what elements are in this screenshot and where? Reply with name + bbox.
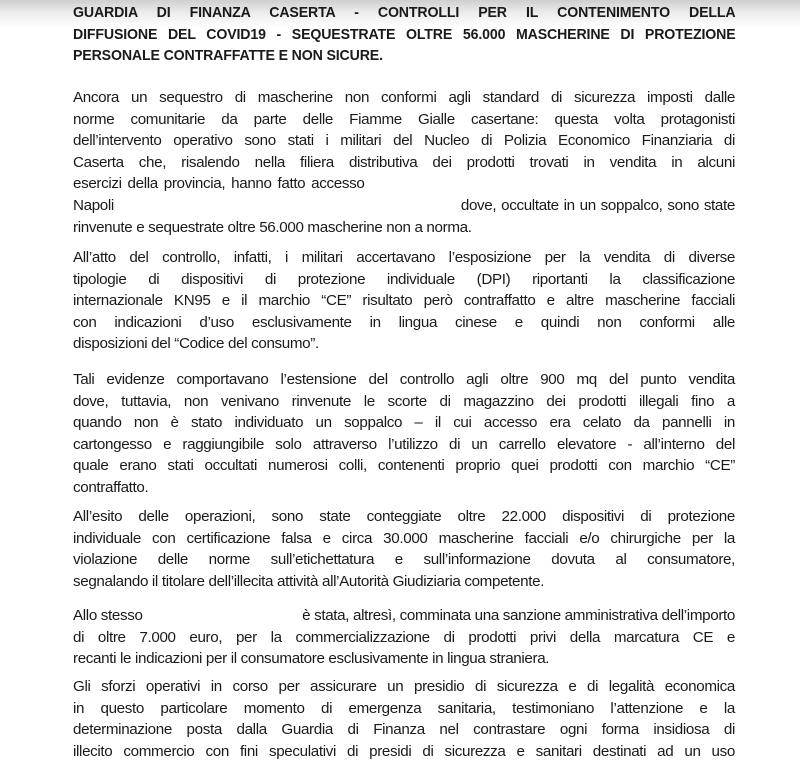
text-fragment: è stata, altresì, comminata una sanzione amministrativa dell’importo xyxy=(302,607,735,624)
text-line: segnalando il titolare dell’illecita attività all’Autorità Giudiziaria competente. xyxy=(73,572,545,590)
text-line: in questo particolare momento di emergenza sanitaria, testimoniano l’attenzione e la xyxy=(73,699,735,717)
paragraph-conclusion xyxy=(73,676,735,762)
text-line: All’esito delle operazioni, sono state conteggiate oltre 22.000 dispositivi di protezione xyxy=(73,508,735,525)
text-line: recanti le indicazioni per il consumatore esclusivamente in lingua straniera. xyxy=(73,650,550,668)
text-line: violazione delle norme sull’etichettatura e sull’informazione dovuta al consumatore, xyxy=(73,551,735,569)
text-line: quando non è stato individuato un soppalco – il cui accesso era celato da pannelli in xyxy=(73,414,735,432)
text-fragment: dove, occultate in un soppalco, sono state xyxy=(460,196,735,214)
text-line: contraffatto. xyxy=(73,478,149,496)
text-line: dell’intervento operativo sono stati i militari del Nucleo di Polizia Economico Finanziaria di xyxy=(73,132,735,150)
text-line: Ancora un sequestro di mascherine non conformi agli standard di sicurezza imposti dalle xyxy=(73,89,735,106)
text-line-with-redaction xyxy=(73,605,735,627)
text-line: di oltre 7.000 euro, per la commercializzazione di prodotti privi della marcatura CE e xyxy=(73,628,735,646)
paragraph-inspection xyxy=(73,247,735,355)
text-fragment: Allo stesso xyxy=(73,607,143,624)
text-line: con indicazioni d’uso esclusivamente in lingua cinese e quindi non conformi alle xyxy=(73,313,735,331)
text-line-with-redaction xyxy=(73,195,735,217)
text-line: esercizi della provincia, hanno fatto accesso xyxy=(73,175,365,193)
paragraph-outcome xyxy=(73,506,735,592)
text-line: Caserta che, risalendo nella filiera distributiva dei prodotti trovati in vendita in alcuni xyxy=(73,153,735,171)
document-page xyxy=(73,2,736,760)
paragraph-sanction xyxy=(73,605,735,670)
text-line: disposizioni del “Codice del consumo”. xyxy=(73,335,319,353)
text-line: cartongesso e raggiungibile solo attraverso l’utilizzo di un carrello elevatore - all’interno del xyxy=(73,435,735,453)
title-line: GUARDIA DI FINANZA CASERTA - CONTROLLI PER IL CONTENIMENTO DELLA xyxy=(73,5,736,21)
text-line: norme comunitarie da parte delle Fiamme Gialle casertane: questa volta protagonisti xyxy=(73,110,735,128)
text-line: determinazione posta dalla Guardia di Finanza nel contrastare ogni forma insidiosa di xyxy=(73,721,735,739)
paragraph-seizure-intro xyxy=(73,87,735,238)
document-title xyxy=(73,2,736,67)
text-line: rinvenute e sequestrate oltre 56.000 mascherine non a norma. xyxy=(73,218,472,236)
text-line: individuale con certificazione falsa e circa 30.000 mascherine facciali e/o chirurgiche per la xyxy=(73,529,735,547)
text-line: Gli sforzi operativi in corso per assicurare un presidio di sicurezza e di legalità economica xyxy=(73,678,735,695)
text-line: dove, tuttavia, non venivano rinvenute le scorte di magazzino dei prodotti illegali fino a xyxy=(73,392,735,410)
text-line: quale erano stati occultati numerosi colli, contenenti proprio quei prodotti con marchio “CE” xyxy=(73,457,735,475)
title-line: DIFFUSIONE DEL COVID19 - SEQUESTRATE OLTRE 56.000 MASCHERINE DI PROTEZIONE xyxy=(73,26,736,43)
text-line: tipologie di dispositivi di protezione individuale (DPI) riportanti la classificazione xyxy=(73,270,735,288)
text-line: internazionale KN95 e il marchio “CE” risultato però contraffatto e altre mascherine facciali xyxy=(73,292,735,310)
text-line: Tali evidenze comportavano l’estensione del controllo agli oltre 900 mq del punto vendita xyxy=(73,371,735,388)
text-fragment: Napoli xyxy=(73,196,114,214)
text-line: All’atto del controllo, infatti, i militari accertavano l’esposizione per la vendita di diverse xyxy=(73,249,735,266)
text-line: illecito commercio con fini speculativi di presidi di sicurezza e sanitari destinati ad un uso xyxy=(73,742,735,760)
paragraph-mezzanine xyxy=(73,369,735,499)
title-line: PERSONALE CONTRAFFATTE E NON SICURE. xyxy=(73,48,383,65)
